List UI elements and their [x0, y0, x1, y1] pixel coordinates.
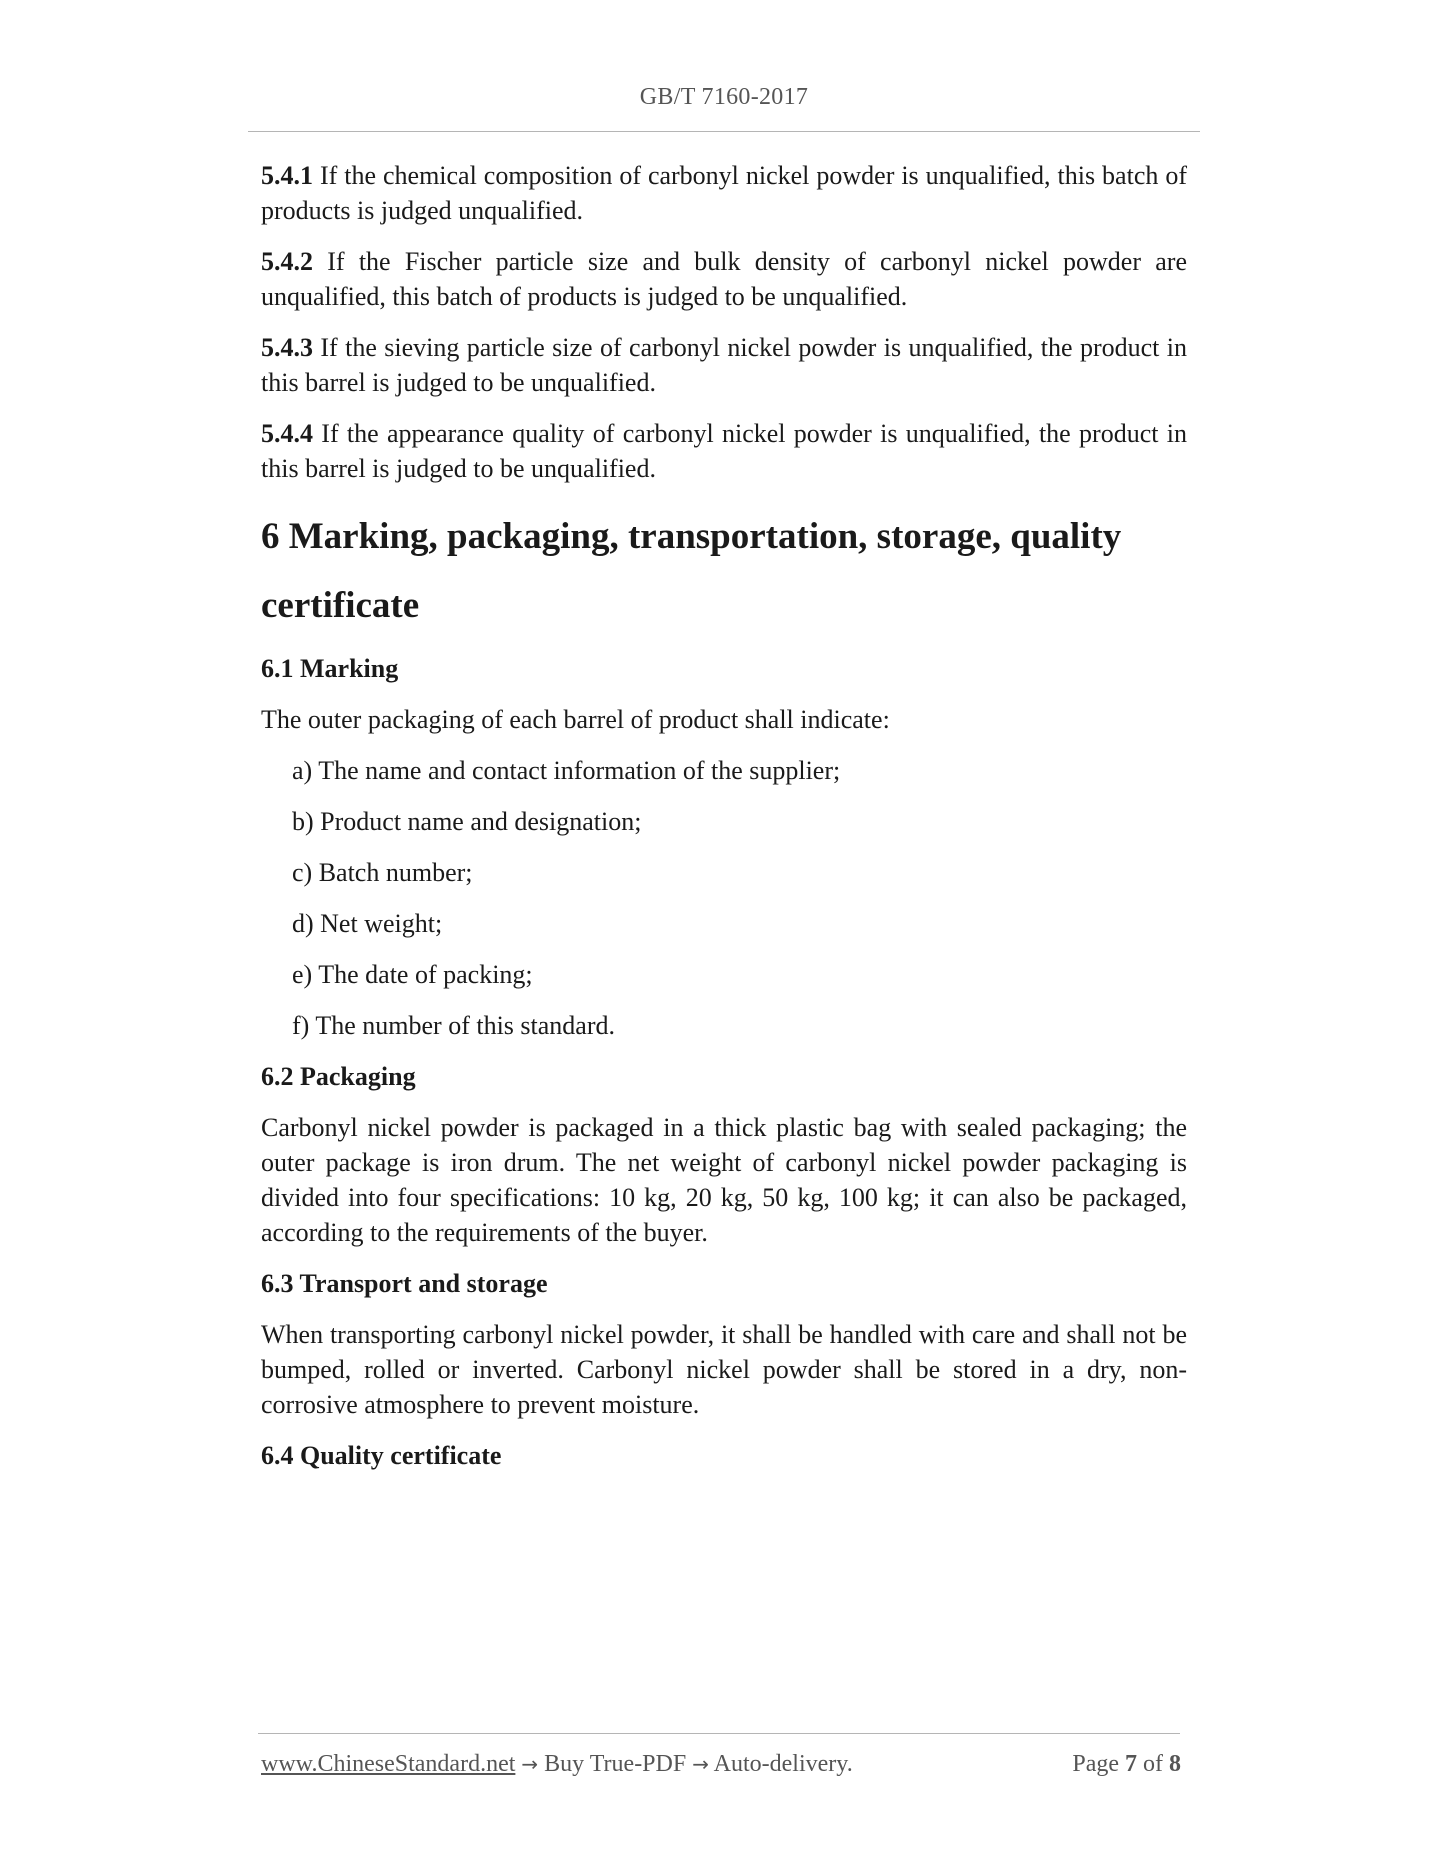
list-item: c) Batch number; — [292, 858, 473, 887]
clause-text: If the sieving particle size of carbonyl nickel powder is unqualified, the product in this barrel is judged to be unqualified. — [261, 333, 1187, 397]
page-label: Page — [1072, 1751, 1125, 1777]
clause-5-4-3 — [261, 330, 1187, 400]
clause-number: 5.4.3 — [261, 333, 313, 362]
footer-promo — [261, 1751, 853, 1778]
clause-text: If the appearance quality of carbonyl nickel powder is unqualified, the product in this barrel is judged to be unqualified. — [261, 419, 1187, 483]
clause-text: If the Fischer particle size and bulk density of carbonyl nickel powder are unqualified, this batch of products is judged to be unqualified. — [261, 247, 1187, 311]
clause-5-4-1 — [261, 158, 1187, 228]
clause-number: 5.4.2 — [261, 247, 313, 276]
clause-5-4-2 — [261, 244, 1187, 314]
list-item: b) Product name and designation; — [292, 807, 642, 836]
page-total: 8 — [1169, 1751, 1181, 1777]
section-6-3-title: 6.3 Transport and storage — [261, 1269, 548, 1298]
arrow-right-icon: → — [521, 1752, 539, 1776]
clause-number: 5.4.1 — [261, 161, 313, 190]
delivery-text: Auto-delivery. — [708, 1751, 853, 1777]
page-indicator — [1072, 1751, 1181, 1778]
clause-number: 5.4.4 — [261, 419, 313, 448]
list-item: f) The number of this standard. — [292, 1011, 615, 1040]
page-current: 7 — [1125, 1751, 1137, 1777]
footer-divider — [258, 1733, 1180, 1734]
section-6-1-title: 6.1 Marking — [261, 654, 399, 683]
arrow-right-icon: → — [692, 1752, 709, 1776]
list-item: a) The name and contact information of the supplier; — [292, 756, 841, 785]
section-6-title-line-1: 6 Marking, packaging, transportation, storage, quality — [261, 516, 1122, 557]
page-footer — [261, 1751, 1181, 1778]
section-6-title — [261, 502, 1187, 640]
clause-5-4-4 — [261, 416, 1187, 486]
section-6-1-intro: The outer packaging of each barrel of product shall indicate: — [261, 705, 890, 734]
site-link[interactable]: www.ChineseStandard.net — [261, 1751, 516, 1777]
section-6-2-title: 6.2 Packaging — [261, 1062, 416, 1091]
list-item: d) Net weight; — [292, 909, 443, 938]
clause-text: If the chemical composition of carbonyl nickel powder is unqualified, this batch of products is judged unqualified. — [261, 161, 1187, 225]
page-of: of — [1137, 1751, 1169, 1777]
buy-text: Buy True-PDF — [538, 1751, 693, 1777]
section-6-3-text: When transporting carbonyl nickel powder, it shall be handled with care and shall not be bumped, rolled or inverted. Carbonyl nickel powder shall be stored in a dry, non-corrosive atmosphere to prevent moisture. — [261, 1320, 1187, 1419]
section-6-2-text: Carbonyl nickel powder is packaged in a thick plastic bag with sealed packaging; the outer package is iron drum. The net weight of carbonyl nickel powder packaging is divided into four specifications: 10 kg, 20 kg, 50 kg, 100 kg; it can also be packaged, according to the requirements of the buyer. — [261, 1113, 1187, 1247]
page-header: GB/T 7160-2017 — [639, 84, 809, 110]
section-6-title-line-2: certificate — [261, 585, 420, 626]
list-item: e) The date of packing; — [292, 960, 533, 989]
document-body — [261, 158, 1187, 1473]
header-divider — [248, 131, 1200, 132]
section-6-4-title: 6.4 Quality certificate — [261, 1441, 502, 1470]
